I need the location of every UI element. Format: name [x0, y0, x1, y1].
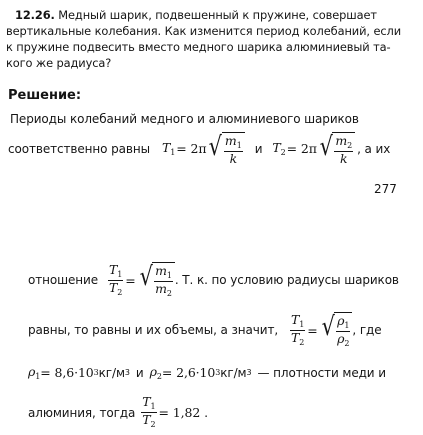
ratio-t1-t2-c: $\frac{T_1}{T_2}$: [142, 394, 156, 429]
page-number: 277: [374, 182, 397, 196]
ratio-t1-t2: $\frac{T_1}{T_2}$: [109, 261, 123, 297]
density-line: $\rho_1$ = 8,6·10 3 кг/м 3 и $\rho_2$ = 2,6·10 3 кг/м 3 — плотности меди и: [28, 364, 386, 381]
solution-line-2: соответственно равны $T_1$ = 2π √ $\frac{m_1}{k}$ и $T_2$ = 2π √ $\frac{m_2}{k}$ , а их: [8, 132, 391, 166]
sqrt-rho1-over-rho2: √ $\frac{\rho_1}{\rho_2}$: [320, 312, 353, 348]
problem-line-4: кого же радиуса?: [6, 56, 112, 70]
solution-heading: Решение:: [8, 88, 82, 103]
solution-line-1: Периоды колебаний медного и алюминиевого шариков: [10, 112, 359, 126]
sqrt-m1-over-k: √ $\frac{m_1}{k}$: [207, 132, 244, 166]
sqrt-m1-over-m2: √ $\frac{m_1}{m_2}$: [138, 262, 175, 298]
problem-number: 12.26.: [15, 8, 55, 22]
ratio-t1-t2-b: $\frac{T_1}{T_2}$: [291, 311, 305, 347]
problem-line-1: 12.26. Медный шарик, подвешенный к пружине, совершает: [15, 8, 377, 22]
period-t1: $T_1$: [161, 140, 176, 158]
volume-line: равны, то равны и их объемы, а значит, $\frac{T_1}{T_2}$ = √ $\frac{\rho_1}{\rho_2}$ , где: [28, 311, 382, 348]
problem-line-2: вертикальные колебания. Как изменится период колебаний, если: [6, 24, 401, 38]
period-t2: $T_2$: [272, 140, 286, 158]
problem-line-3: к пружине подвесить вместо медного шарика алюминиевый та-: [6, 40, 391, 54]
sqrt-m2-over-k: √ $\frac{m_2}{k}$: [318, 132, 355, 166]
ratio-line: отношение $\frac{T_1}{T_2}$ = √ $\frac{m_1}{m_2}$ . Т. к. по условию радиусы шариков: [28, 261, 399, 298]
result-line: алюминия, тогда $\frac{T_1}{T_2}$ = 1,82 .: [28, 394, 208, 429]
